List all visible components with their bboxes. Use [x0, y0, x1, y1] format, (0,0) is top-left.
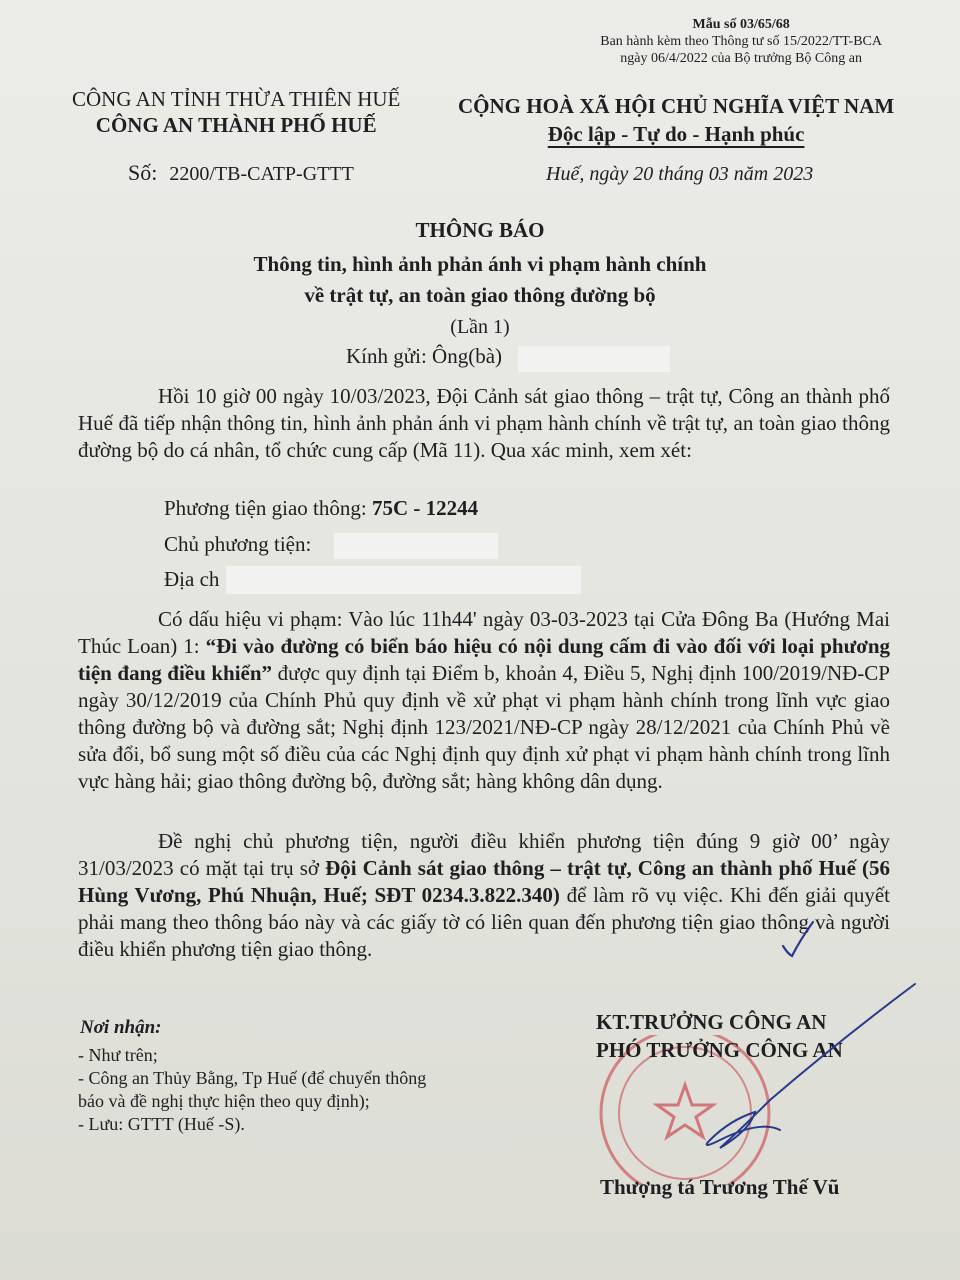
- nation-name: CỘNG HOÀ XÃ HỘI CHỦ NGHĨA VIỆT NAM: [458, 94, 895, 118]
- address-line: [164, 567, 219, 592]
- document-title: THÔNG BÁO: [415, 218, 545, 242]
- recipient-item: - Công an Thủy Bằng, Tp Huế (để chuyển thông: [78, 1068, 427, 1088]
- violation-act: “Đi vào đường có biển báo hiệu có nội dung cấm đi vào đối với loại phương tiện đang điều khiển”: [78, 634, 891, 685]
- recipients-title: Nơi nhận:: [80, 1017, 162, 1038]
- owner-label: Chủ phương tiện:: [164, 532, 312, 556]
- signature-position: PHÓ TRƯỞNG CÔNG AN: [596, 1038, 843, 1062]
- violation-basis: được quy định tại Điểm b, khoản 4, Điều 5, Nghị định 100/2019/NĐ-CP ngày 30/12/2019 của Chính Phủ quy định về xử phạt vi phạm hành chính trong lĩnh vực giao thông đường bộ và đường sắt; Nghị định 123/2021/NĐ-CP ngày 28/12/2021 của Chính Phủ về sửa đổi, bổ sung một số điều của các Nghị định quy định xử phạt vi phạm hành chính trong lĩnh vực hàng hải; giao thông đường bộ, đường sắt; hàng không dân dụng.: [78, 661, 890, 793]
- vehicle-line: [164, 496, 478, 521]
- recipient-item: - Lưu: GTTT (Huế -S).: [78, 1114, 245, 1134]
- signature-authority: KT.TRƯỞNG CÔNG AN: [596, 1010, 827, 1034]
- license-plate: 75C - 12244: [371, 496, 479, 520]
- agency-parent: CÔNG AN TỈNH THỪA THIÊN HUẾ: [72, 87, 401, 111]
- document-number-label: Số:: [128, 160, 158, 185]
- recipient-item: báo và đề nghị thực hiện theo quy định);: [78, 1091, 370, 1111]
- redacted-owner-name: [334, 533, 498, 559]
- intro-paragraph: Hồi 10 giờ 00 ngày 10/03/2023, Đội Cảnh sát giao thông – trật tự, Công an thành phố Huế đã tiếp nhận thông tin, hình ảnh phản ánh vi phạm hành chính về trật tự, an toàn giao thông đường bộ do cá nhân, tổ chức cung cấp (Mã 11). Qua xác minh, xem xét:: [78, 384, 890, 462]
- address-label: Địa ch: [164, 567, 220, 591]
- national-heading: [458, 92, 894, 148]
- request-paragraph: [78, 828, 890, 963]
- redacted-recipient-name: [518, 346, 670, 372]
- handwritten-signature-icon: [660, 980, 920, 1180]
- agency-block: [72, 86, 400, 138]
- signer-name: Thượng tá Trương Thế Vũ: [600, 1175, 840, 1199]
- form-number: Mẫu số 03/65/68: [692, 17, 790, 32]
- document-number-value: 2200/TB-CATP-GTTT: [169, 163, 354, 185]
- form-issued-date: ngày 06/4/2022 của Bộ trưởng Bộ Công an: [620, 51, 862, 66]
- redacted-address: [226, 566, 581, 594]
- nation-motto: Độc lập - Tự do - Hạnh phúc: [547, 122, 805, 146]
- checkmark-icon: [780, 918, 816, 960]
- form-header: [600, 16, 882, 67]
- recipient-label: Kính gửi: Ông(bà): [346, 344, 503, 368]
- recipient-item: - Như trên;: [78, 1045, 158, 1065]
- agency-unit: CÔNG AN THÀNH PHỐ HUẾ: [95, 113, 377, 137]
- recipient-line: [346, 344, 502, 369]
- owner-line: [164, 532, 311, 557]
- form-issued-with: Ban hành kèm theo Thông tư số 15/2022/TT-BCA: [600, 34, 882, 49]
- document-subtitle-1: Thông tin, hình ảnh phản ánh vi phạm hành chính: [253, 252, 707, 276]
- violation-paragraph: [78, 606, 890, 795]
- issue-count: (Lần 1): [450, 316, 510, 338]
- document-subtitle-2: về trật tự, an toàn giao thông đường bộ: [304, 283, 656, 307]
- vehicle-label: Phương tiện giao thông:: [164, 496, 372, 520]
- document-number: [128, 160, 354, 186]
- place-date: Huế, ngày 20 tháng 03 năm 2023: [546, 163, 814, 185]
- request-office: Đội Cảnh sát giao thông – trật tự, Công an thành phố Huế (56 Hùng Vương, Phú Nhuận, Huế; SĐT 0234.3.822.340): [78, 856, 890, 907]
- request-lead: Đề nghị chủ phương tiện, người điều khiển phương tiện đúng 9 giờ 00’ ngày 31/03/2023 có mặt tại trụ sở: [78, 829, 890, 880]
- violation-lead: Có dấu hiệu vi phạm: Vào lúc 11h44' ngày 03-03-2023 tại Cửa Đông Ba (Hướng Mai Thúc Loan) 1:: [78, 607, 890, 658]
- request-tail: để làm rõ vụ việc. Khi đến giải quyết phải mang theo thông báo này và các giấy tờ có liên quan đến phương tiện giao thông và người điều khiển phương tiện giao thông.: [78, 883, 890, 961]
